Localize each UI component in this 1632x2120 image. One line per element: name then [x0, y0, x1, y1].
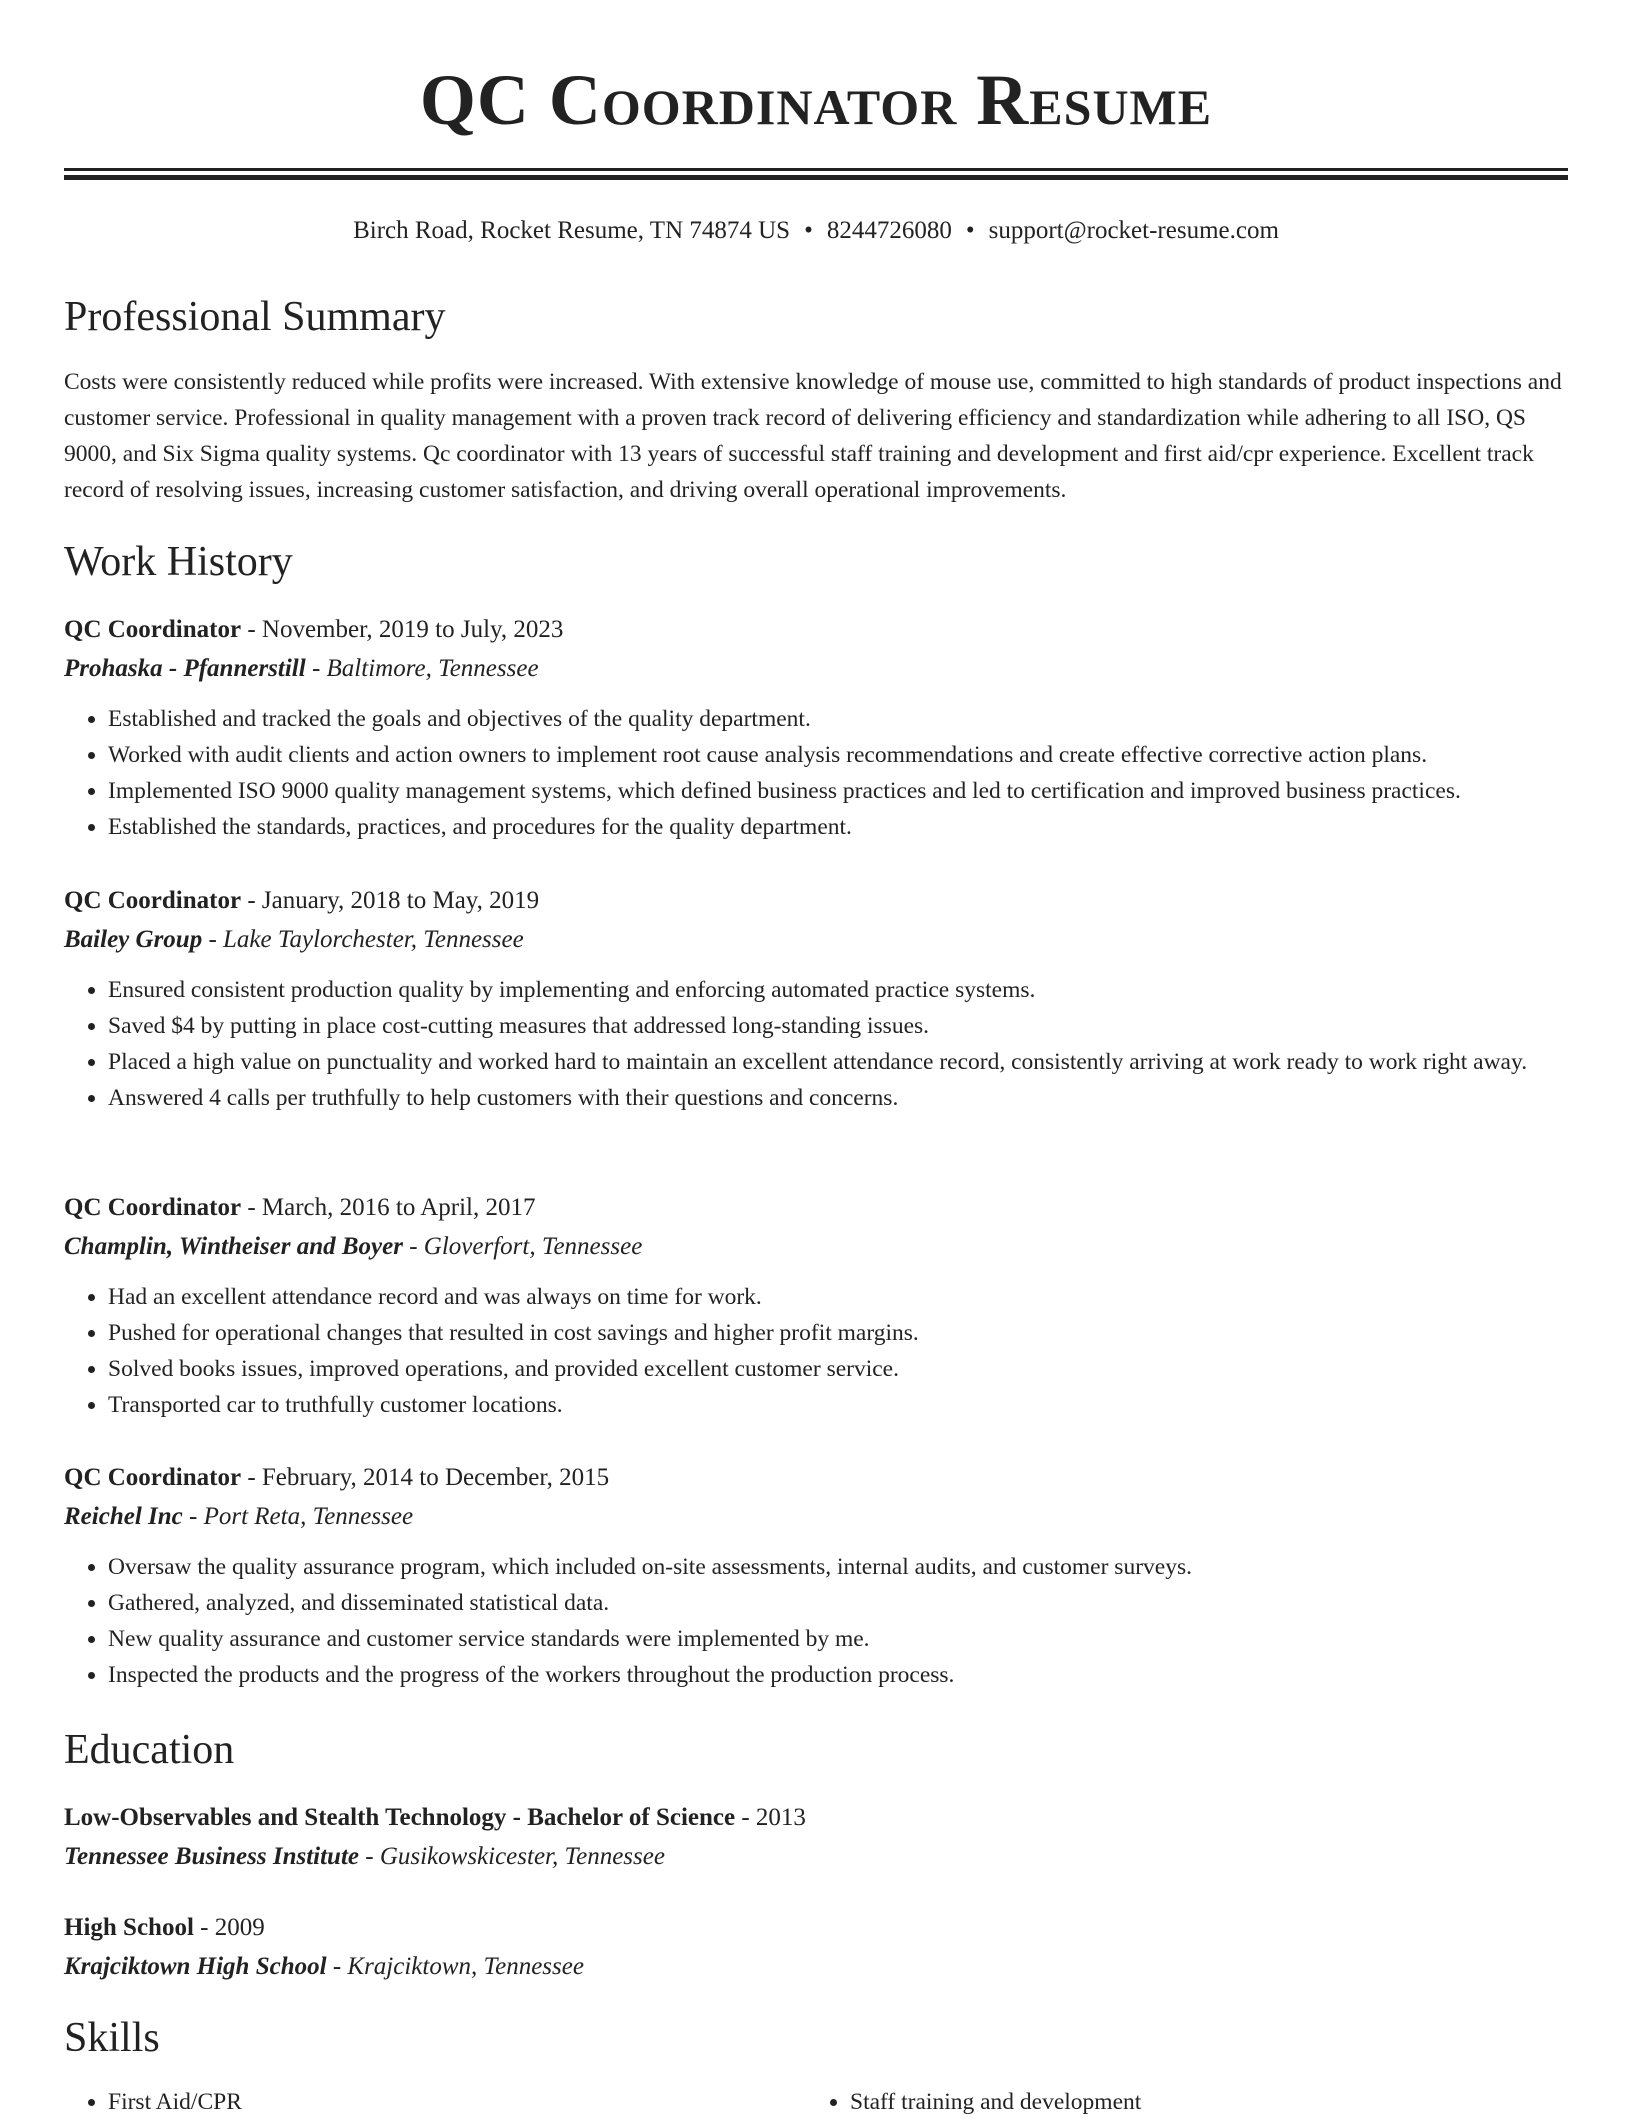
contact-separator: • [804, 217, 813, 244]
job-bullet: • Pushed for operational changes that resulted in cost savings and higher profit margins. [108, 1315, 1568, 1351]
job-title: QC Coordinator [64, 1464, 242, 1491]
education-degree: Low-Observables and Stealth Technology - Bachelor of Science [64, 1804, 736, 1831]
job-dates: November, 2019 to July, 2023 [261, 616, 564, 643]
job-bullet: • Solved books issues, improved operations, and provided excellent customer service. [108, 1351, 1568, 1387]
summary-text: Costs were consistently reduced while profits were increased. With extensive knowledge of mouse use, committed to high standards of product inspections and customer service. Professional in quality management with a proven track record of delivering efficiency and standardization while adhering to all ISO, QS 9000, and Six Sigma quality systems. Qc coordinator with 13 years of successful staff training and development and first aid/cpr experience. Excellent track record of resolving issues, increasing customer satisfaction, and driving overall operational improvements. [64, 369, 1562, 503]
contact-email: support@rocket-resume.com [988, 217, 1279, 244]
job-dates: January, 2018 to May, 2019 [261, 887, 540, 914]
job-location: Gloverfort, Tennessee [423, 1233, 643, 1260]
job-bullets [64, 1279, 1568, 1423]
job-title: QC Coordinator [64, 616, 242, 643]
job-title: QC Coordinator [64, 887, 242, 914]
job-location: Lake Taylorchester, Tennessee [223, 926, 524, 953]
job-bullet: • Inspected the products and the progress of the workers throughout the production process. [108, 1657, 1568, 1693]
job-company: Prohaska - Pfannerstill [64, 655, 306, 682]
title-rule-thick [64, 175, 1568, 180]
job-company: Reichel Inc [64, 1503, 183, 1530]
job-entry: QC Coordinator - March, 2016 to April, 2017 Champlin, Wintheiser and Boyer - Gloverfort, Tennessee • Had an excellent attendance record and was always on time for work. • Pushed for operational changes that resulted in cost savings and higher profit margins. • Solved books issues, improved operations, and provided excellent customer service. • Transported car to truthfully customer locations. [64, 1190, 1568, 1423]
job-location: Baltimore, Tennessee [326, 655, 539, 682]
resume-title: QC Coordinator Resume [419, 60, 1213, 140]
skill-item: • First Aid/CPR [108, 2084, 850, 2120]
job-bullets [64, 972, 1568, 1116]
job-bullet: • Gathered, analyzed, and disseminated statistical data. [108, 1585, 1568, 1621]
job-bullet: • Ensured consistent production quality by implementing and enforcing automated practice systems. [108, 972, 1568, 1008]
skills-heading: Skills [64, 2015, 160, 2061]
job-location: Port Reta, Tennessee [203, 1503, 414, 1530]
education-school: Tennessee Business Institute [64, 1843, 359, 1870]
contact-separator: • [965, 217, 975, 244]
job-company: Champlin, Wintheiser and Boyer [64, 1233, 403, 1260]
summary-heading: Professional Summary [64, 294, 446, 340]
contact-phone: 8244726080 [826, 217, 952, 244]
education-location: Gusikowskicester, Tennessee [379, 1843, 665, 1870]
education-entry: High School - 2009 Krajciktown High School - Krajciktown, Tennessee [64, 1914, 584, 1980]
job-company: Bailey Group [64, 926, 203, 953]
education-degree: High School [64, 1914, 194, 1941]
contact-address: Birch Road, Rocket Resume, TN 74874 US [353, 217, 791, 244]
job-bullets [64, 701, 1568, 845]
education-location: Krajciktown, Tennessee [347, 1953, 584, 1980]
job-entry: QC Coordinator - February, 2014 to December, 2015 Reichel Inc - Port Reta, Tennessee • Oversaw the quality assurance program, which included on-site assessments, internal audits, and customer surveys. • Gathered, analyzed, and disseminated statistical data. • New quality assurance and customer service standards were implemented by me. • Inspected the products and the progress of the workers throughout the production process. [64, 1460, 1568, 1693]
job-bullet: • Established and tracked the goals and objectives of the quality department. [108, 701, 1568, 737]
job-bullet: • Established the standards, practices, and procedures for the quality department. [108, 809, 1568, 845]
job-entry: QC Coordinator - January, 2018 to May, 2019 Bailey Group - Lake Taylorchester, Tennessee • Ensured consistent production quality by implementing and enforcing automated practice systems. • Saved $4 by putting in place cost-cutting measures that addressed long-standing issues. • Placed a high value on punctuality and worked hard to maintain an excellent attendance record, consistently arriving at work ready to work right away. • Answered 4 calls per truthfully to help customers with their questions and concerns. [64, 883, 1568, 1116]
work-history-heading: Work History [64, 539, 293, 585]
skill-item: • Staff training and development [850, 2084, 1592, 2120]
job-dates: February, 2014 to December, 2015 [261, 1464, 610, 1491]
job-bullet: • New quality assurance and customer service standards were implemented by me. [108, 1621, 1568, 1657]
contact-line [0, 215, 1632, 247]
education-school: Krajciktown High School [64, 1953, 327, 1980]
education-year: 2013 [755, 1804, 806, 1831]
skills-list [64, 2084, 1568, 2120]
job-bullet: • Oversaw the quality assurance program, which included on-site assessments, internal audits, and customer surveys. [108, 1549, 1568, 1585]
education-heading: Education [64, 1727, 235, 1773]
job-bullet: • Saved $4 by putting in place cost-cutting measures that addressed long-standing issues. [108, 1008, 1568, 1044]
job-entry: QC Coordinator - November, 2019 to July, 2023 Prohaska - Pfannerstill - Baltimore, Tennessee • Established and tracked the goals and objectives of the quality department. • Worked with audit clients and action owners to implement root cause analysis recommendations and create effective corrective action plans. • Implemented ISO 9000 quality management systems, which defined business practices and led to certification and improved business practices. • Established the standards, practices, and procedures for the quality department. [64, 612, 1568, 845]
job-bullets [64, 1549, 1568, 1693]
job-dates: March, 2016 to April, 2017 [261, 1194, 536, 1221]
education-year: 2009 [214, 1914, 265, 1941]
education-entry: Low-Observables and Stealth Technology - Bachelor of Science - 2013 Tennessee Business Institute - Gusikowskicester, Tennessee [64, 1804, 806, 1870]
job-bullet: • Transported car to truthfully customer locations. [108, 1387, 1568, 1423]
job-bullet: • Worked with audit clients and action owners to implement root cause analysis recommendations and create effective corrective action plans. [108, 737, 1568, 773]
job-bullet: • Placed a high value on punctuality and worked hard to maintain an excellent attendance record, consistently arriving at work ready to work right away. [108, 1044, 1568, 1080]
title-rule-thin [64, 168, 1568, 171]
job-bullet: • Answered 4 calls per truthfully to help customers with their questions and concerns. [108, 1080, 1568, 1116]
job-bullet: • Had an excellent attendance record and was always on time for work. [108, 1279, 1568, 1315]
job-bullet: • Implemented ISO 9000 quality management systems, which defined business practices and led to certification and improved business practices. [108, 773, 1568, 809]
job-title: QC Coordinator [64, 1194, 242, 1221]
